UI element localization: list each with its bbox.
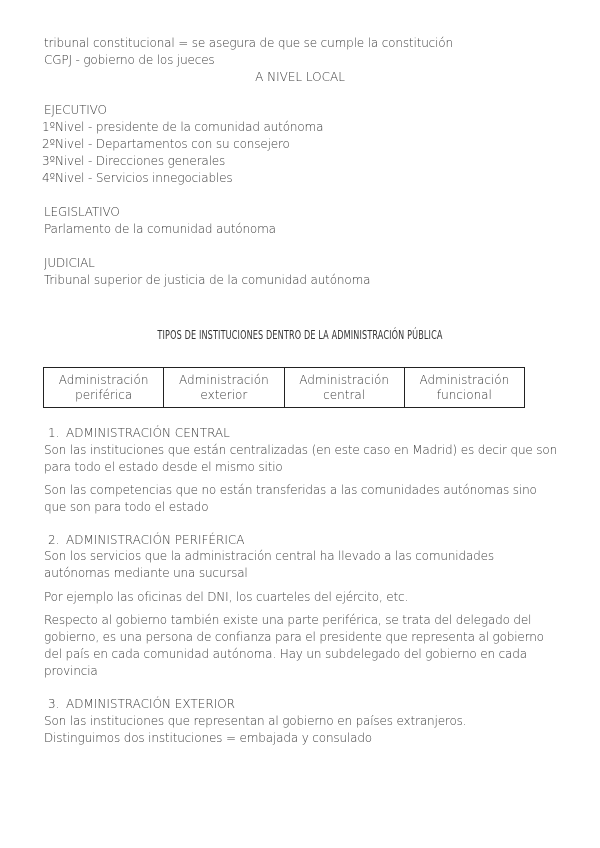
paragraph-line: Son las instituciones que están centralizadas (en este caso en Madrid) es decir que son xyxy=(44,443,558,457)
type-cell-line: Administración xyxy=(58,372,149,387)
type-cell-exterior xyxy=(164,368,284,408)
text-line: tribunal constitucional = se asegura de que se cumple la constitución xyxy=(44,36,453,50)
local-title: A NIVEL LOCAL xyxy=(255,70,345,84)
judicial-title: JUDICIAL xyxy=(44,256,95,270)
text-line: CGPJ - gobierno de los jueces xyxy=(44,53,215,67)
judicial-text: Tribunal superior de justicia de la comunidad autónoma xyxy=(44,273,371,287)
ejecutivo-item: 1ºNivel - presidente de la comunidad autónoma xyxy=(42,120,324,134)
paragraph-line: Son las competencias que no están transferidas a las comunidades autónomas sino xyxy=(44,483,537,497)
type-cell-line: periférica xyxy=(75,387,133,402)
type-cell-periferica xyxy=(44,368,164,408)
type-cell-line: central xyxy=(323,387,366,402)
types-table xyxy=(43,367,525,408)
paragraph-line: Respecto al gobierno también existe una parte periférica, se trata del delegado del xyxy=(44,613,532,627)
paragraph-line: Por ejemplo las oficinas del DNI, los cuarteles del ejército, etc. xyxy=(44,590,409,604)
type-cell-funcional xyxy=(404,368,524,408)
ejecutivo-item: 3ºNivel - Direcciones generales xyxy=(42,154,226,168)
section-number: 2. xyxy=(48,533,60,547)
type-cell-central xyxy=(284,368,404,408)
legislativo-text: Parlamento de la comunidad autónoma xyxy=(44,222,276,236)
paragraph-line: autónomas mediante una sucursal xyxy=(44,566,248,580)
paragraph-line: Distinguimos dos instituciones = embajada y consulado xyxy=(44,731,373,745)
paragraph-line: que son para todo el estado xyxy=(44,500,209,514)
paragraph-line: Son los servicios que la administración central ha llevado a las comunidades xyxy=(44,549,494,563)
ejecutivo-title: EJECUTIVO xyxy=(44,103,107,117)
section-title: ADMINISTRACIÓN PERIFÉRICA xyxy=(66,533,245,547)
section-title: ADMINISTRACIÓN CENTRAL xyxy=(66,426,230,440)
type-cell-line: Administración xyxy=(419,372,510,387)
type-cell-line: exterior xyxy=(200,387,248,402)
paragraph-line: gobierno, es una persona de confianza para el presidente que representa al gobierno xyxy=(44,630,544,644)
paragraph-line: provincia xyxy=(44,664,98,678)
section-title: ADMINISTRACIÓN EXTERIOR xyxy=(66,697,235,711)
paragraph-line: Son las instituciones que representan al gobierno en países extranjeros. xyxy=(44,714,467,728)
type-cell-line: funcional xyxy=(436,387,492,402)
legislativo-title: LEGISLATIVO xyxy=(44,205,120,219)
type-cell-line: Administración xyxy=(299,372,389,387)
paragraph-line: para todo el estado desde el mismo sitio xyxy=(44,460,283,474)
section-number: 3. xyxy=(48,697,60,711)
ejecutivo-item: 2ºNivel - Departamentos con su consejero xyxy=(42,137,290,151)
type-cell-line: Administración xyxy=(179,372,269,387)
paragraph-line: del país en cada comunidad autónoma. Hay un subdelegado del gobierno en cada xyxy=(44,647,527,661)
types-heading: TIPOS DE INSTITUCIONES DENTRO DE LA ADMINISTRACIÓN PÚBLICA xyxy=(157,327,443,342)
ejecutivo-item: 4ºNivel - Servicios innegociables xyxy=(42,171,233,185)
section-number: 1. xyxy=(48,426,60,440)
